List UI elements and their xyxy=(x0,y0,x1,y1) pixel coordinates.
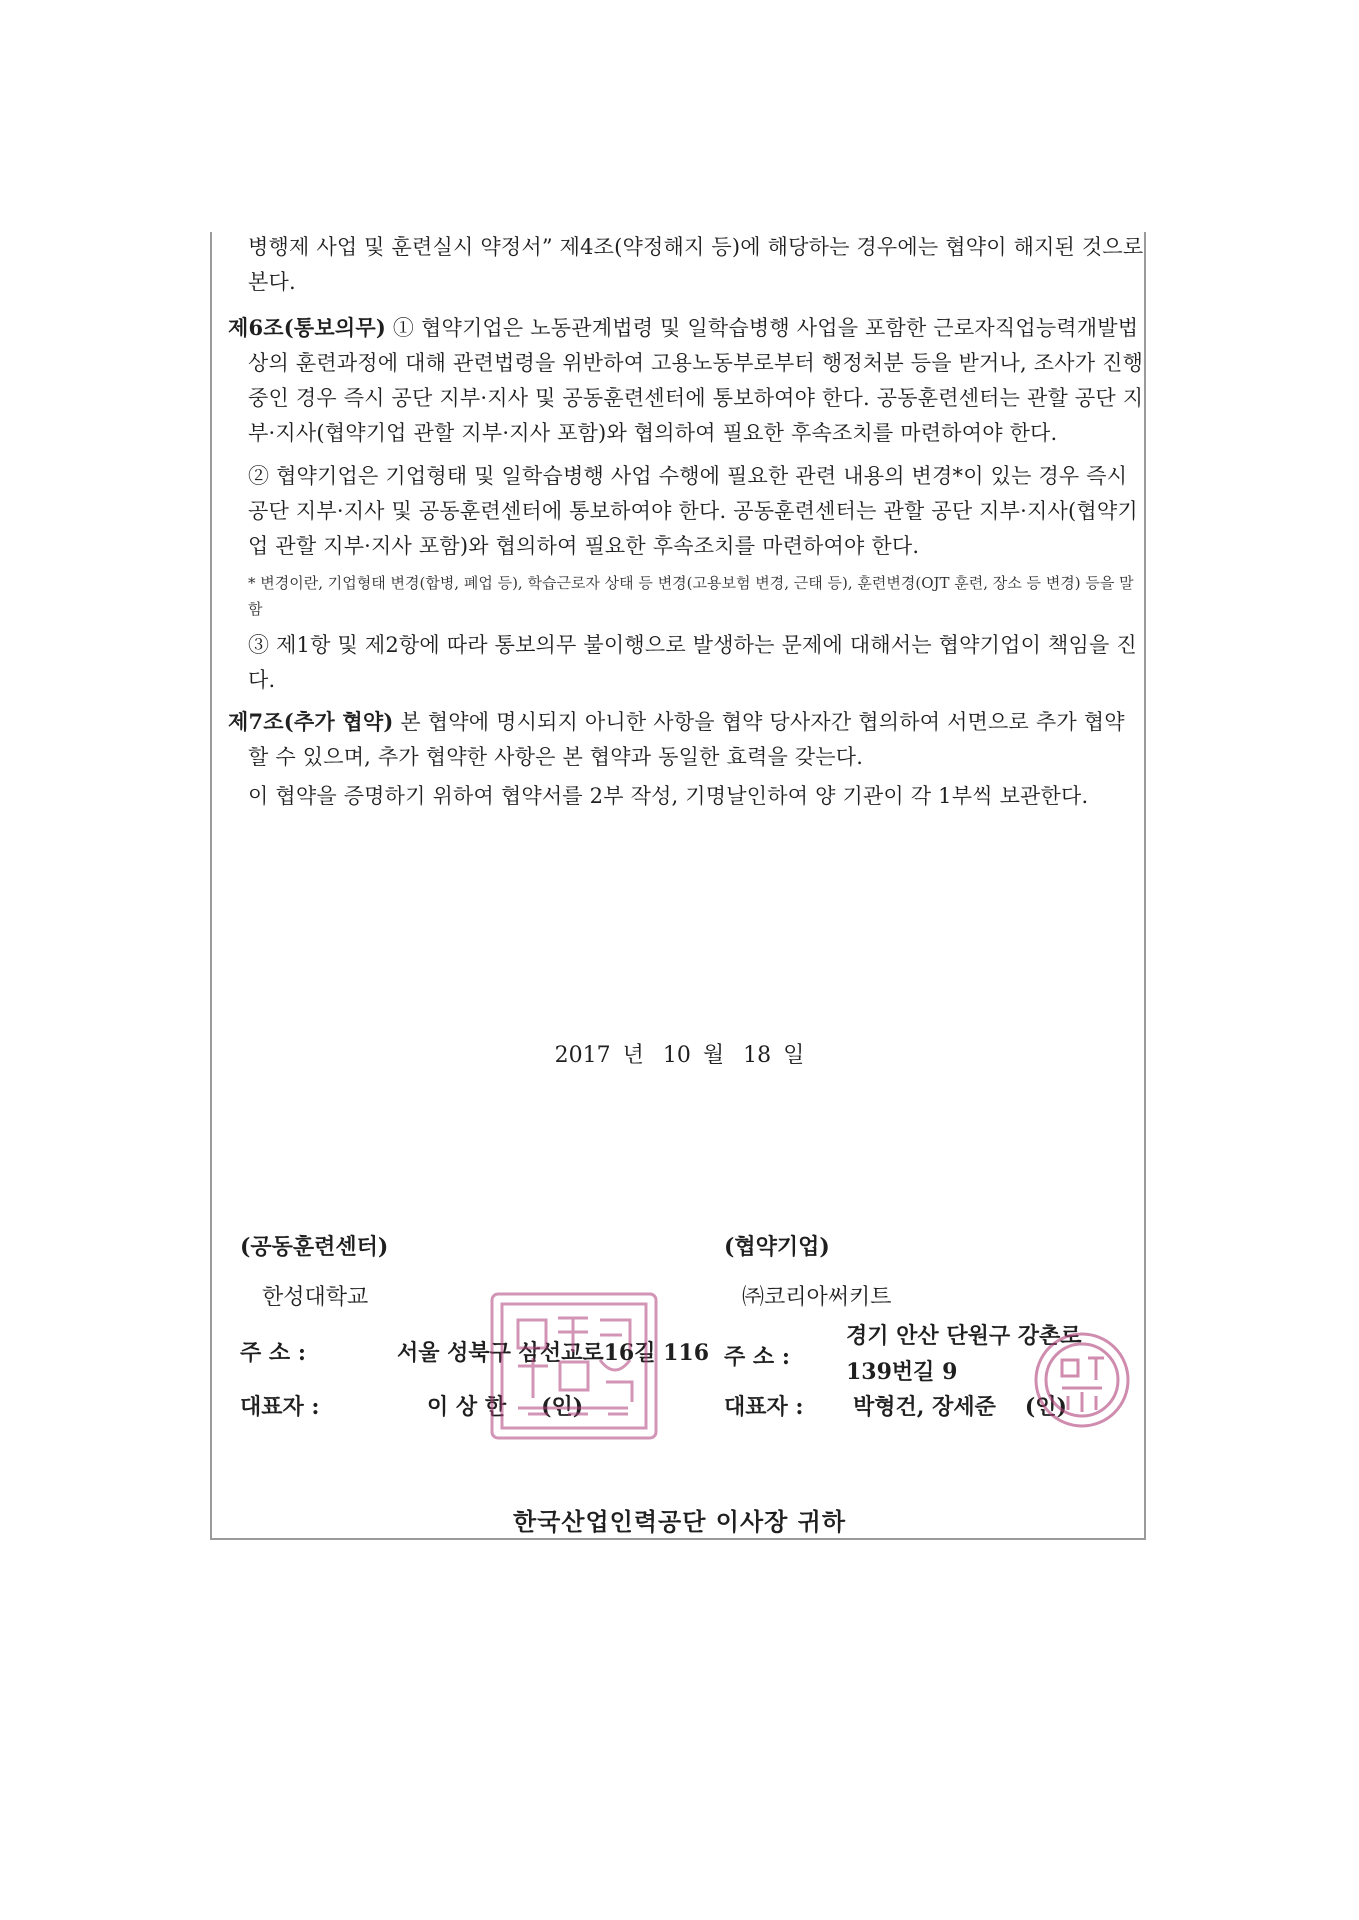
right-address-line-2: 139번길 9 xyxy=(846,1359,958,1385)
article-6-p1: ① 협약기업은 노동관계법령 및 일학습병행 사업을 포함한 근로자직업능력개발법 상의 훈련과정에 대해 관련법령을 위반하여 고용노동부로부터 행정처분 등을 받거나, 조사가 진행 중인 경우 즉시 공단 지부·지사 및 공동훈련센터에 통보하여야 한다. 공동훈련센터는 관할 공단 지부·지사(협약기업 관할 지부·지사 포함)와 협의하여 필요한 후속조치를 마련하여야 한다. xyxy=(248,316,1144,445)
date-year-unit: 년 xyxy=(622,1043,644,1068)
left-seal-mark: (인) xyxy=(541,1394,584,1420)
right-rep-label: 대표자 : xyxy=(724,1394,804,1420)
date-month: 10 xyxy=(662,1043,691,1068)
right-address-label: 주 소 : xyxy=(724,1344,790,1370)
article-7 xyxy=(228,704,1144,775)
right-party-rep-row xyxy=(724,1390,1067,1421)
date-day: 18 xyxy=(743,1043,772,1068)
closing-statement: 이 협약을 증명하기 위하여 협약서를 2부 작성, 기명날인하여 양 기관이 각 1부씩 보관한다. xyxy=(248,784,1089,808)
article-5-continuation: 병행제 사업 및 훈련실시 약정서” 제4조(약정해지 등)에 해당하는 경우에는 협약이 해지된 것으로 본다. xyxy=(248,235,1144,294)
article-6-title: 제6조(통보의무) xyxy=(228,315,386,340)
contract-date xyxy=(0,1038,1359,1069)
right-seal-mark: (인) xyxy=(1024,1394,1067,1420)
article-7-text: 본 협약에 명시되지 아니한 사항을 협약 당사자간 협의하여 서면으로 추가 협약할 수 있으며, 추가 협약한 사항은 본 협약과 동일한 효력을 갖는다. xyxy=(248,710,1125,769)
right-rep-name: 박형건, 장세준 xyxy=(853,1394,996,1420)
left-rep-label: 대표자 : xyxy=(240,1394,320,1420)
left-rep-name: 이 상 한 xyxy=(427,1394,507,1420)
article-6-footnote: * 변경이란, 기업형태 변경(합병, 폐업 등), 학습근로자 상태 등 변경(고용보험 변경, 근태 등), 훈련변경(OJT 훈련, 장소 등 변경) 등을 말함 xyxy=(248,574,1134,618)
left-seal-stamp xyxy=(488,1290,660,1442)
contract-body xyxy=(228,230,1144,814)
left-party-title: (공동훈련센터) xyxy=(240,1234,389,1260)
right-seal-stamp xyxy=(1032,1330,1132,1430)
article-6-clause-3: ③ 제1항 및 제2항에 따라 통보의무 불이행으로 발생하는 문제에 대해서는 협약기업이 책임을 진다. xyxy=(248,633,1137,692)
left-address-label: 주 소 : xyxy=(240,1340,306,1366)
left-address: 서울 성북구 삼선교로16길 116 xyxy=(397,1340,710,1366)
date-month-unit: 월 xyxy=(702,1043,725,1068)
date-day-unit: 일 xyxy=(783,1043,805,1068)
article-7-title: 제7조(추가 협약) xyxy=(228,709,394,734)
left-party-name: 한성대학교 xyxy=(262,1285,369,1310)
right-address-line-1: 경기 안산 단원구 강촌로 xyxy=(846,1323,1082,1349)
article-6-clause-2: ② 협약기업은 기업형태 및 일학습병행 사업 수행에 필요한 관련 내용의 변경*이 있는 경우 즉시 공단 지부·지사 및 공동훈련센터에 통보하여야 한다. 공동훈련센터는 관할 공단 지부·지사(협약기업 관할 지부·지사 포함)와 협의하여 필요한 후속조치를 마련하여야 한다. xyxy=(248,464,1138,558)
addressee: 한국산업인력공단 이사장 귀하 xyxy=(512,1507,847,1536)
article-6-clause-1 xyxy=(228,310,1144,451)
right-party-name: ㈜코리아써키트 xyxy=(742,1285,892,1310)
right-party-title: (협약기업) xyxy=(724,1234,830,1260)
date-year: 2017 xyxy=(554,1043,611,1068)
